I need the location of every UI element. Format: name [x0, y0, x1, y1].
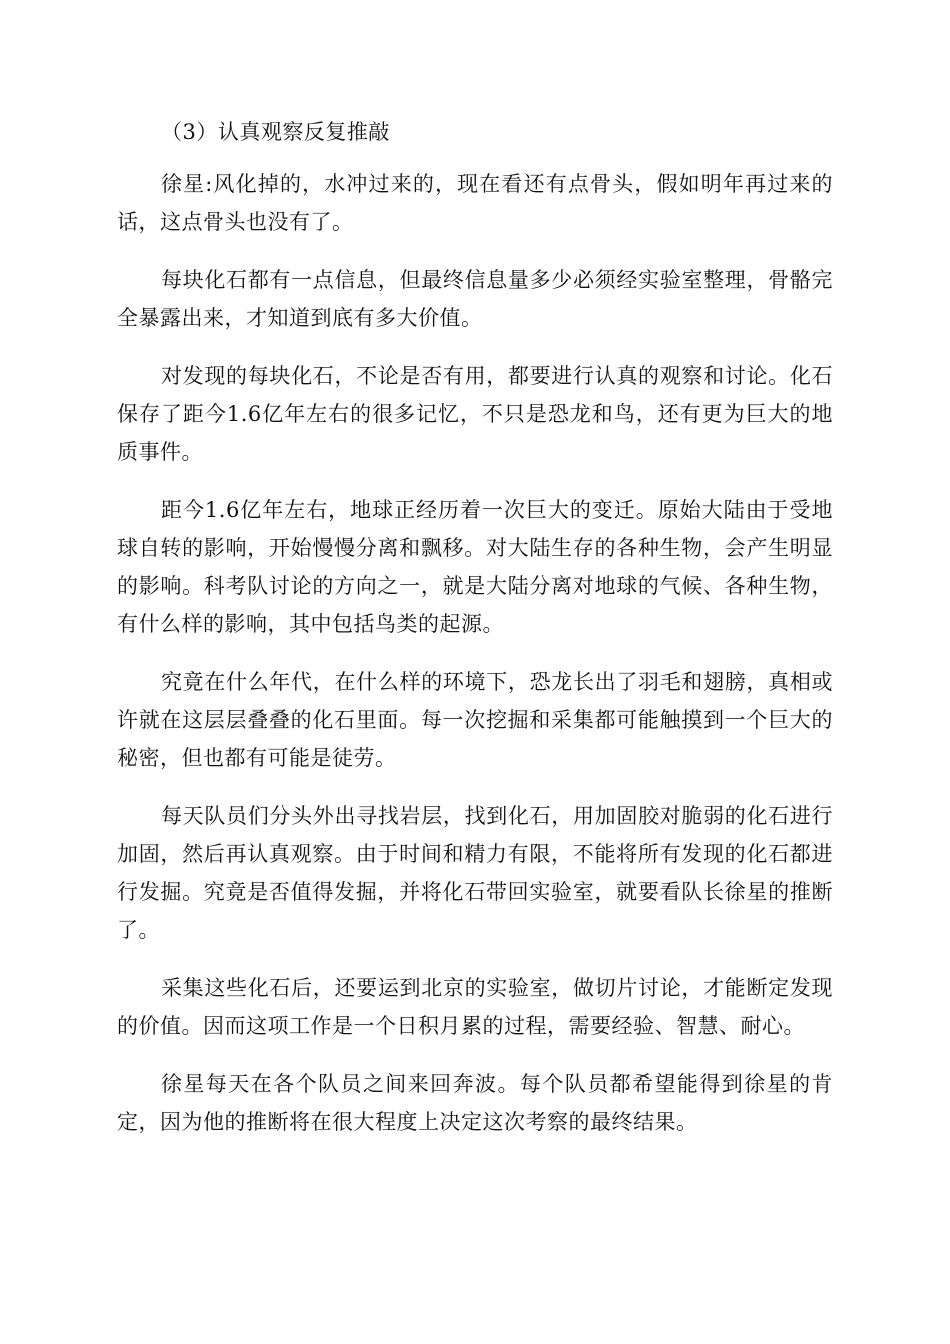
paragraph-8: 徐星每天在各个队员之间来回奔波。每个队员都希望能得到徐星的肯定，因为他的推断将在很大程度上决定这次考察的最终结果。	[117, 1072, 833, 1134]
paragraph-5: 究竟在什么年代，在什么样的环境下，恐龙长出了羽毛和翅膀，真相或许就在这层层叠叠的化石里面。每一次挖掘和采集都可能触摸到一个巨大的秘密，但也都有可能是徒劳。	[117, 670, 833, 770]
document-body	[117, 116, 833, 1141]
paragraph-2: 每块化石都有一点信息，但最终信息量多少必须经实验室整理，骨骼完全暴露出来，才知道到底有多大价值。	[117, 268, 833, 330]
paragraph-4: 距今1.6亿年左右，地球正经历着一次巨大的变迁。原始大陆由于受地球自转的影响，开始慢慢分离和飘移。对大陆生存的各种生物，会产生明显的影响。科考队讨论的方向之一，就是大陆分离对地球的气候、各种生物，有什么样的影响，其中包括鸟类的起源。	[117, 498, 833, 636]
paragraph-7: 采集这些化石后，还要运到北京的实验室，做切片讨论，才能断定发现的价值。因而这项工作是一个日积月累的过程，需要经验、智慧、耐心。	[117, 976, 833, 1038]
section-heading: （3）认真观察反复推敲	[161, 120, 390, 144]
paragraph-3: 对发现的每块化石，不论是否有用，都要进行认真的观察和讨论。化石保存了距今1.6亿年左右的很多记忆，不只是恐龙和鸟，还有更为巨大的地质事件。	[117, 364, 833, 464]
paragraph-1: 徐星:风化掉的，水冲过来的，现在看还有点骨头，假如明年再过来的话，这点骨头也没有了。	[117, 172, 833, 234]
paragraph-6: 每天队员们分头外出寻找岩层，找到化石，用加固胶对脆弱的化石进行加固，然后再认真观察。由于时间和精力有限，不能将所有发现的化石都进行发掘。究竟是否值得发掘，并将化石带回实验室，就要看队长徐星的推断了。	[117, 804, 833, 942]
